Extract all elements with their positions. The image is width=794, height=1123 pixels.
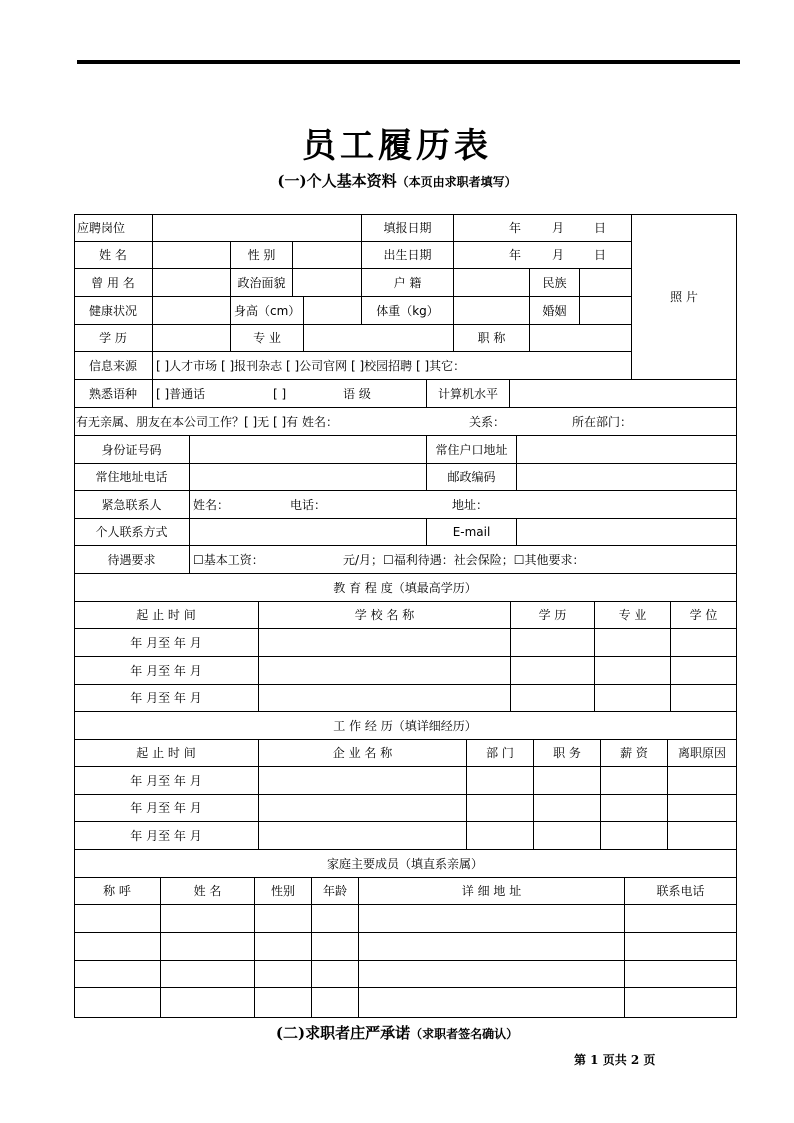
input-email[interactable]	[517, 519, 737, 546]
emergency-phone: 电话：	[290, 497, 327, 512]
edu-row-3-major[interactable]	[595, 685, 671, 712]
edu-row-1-period[interactable]: 年 月至 年 月	[74, 629, 259, 657]
input-height[interactable]	[304, 297, 362, 325]
edu-col-degree-level: 学 历	[511, 602, 595, 629]
label-birth-date: 出生日期	[362, 242, 454, 269]
family-row-1-relation[interactable]	[74, 905, 161, 933]
family-row-3-age[interactable]	[312, 961, 359, 988]
family-row-4-age[interactable]	[312, 988, 359, 1018]
input-hukou-address[interactable]	[517, 436, 737, 464]
label-hukou-address: 常住户口地址	[427, 436, 517, 464]
work-row-3-department[interactable]	[467, 822, 534, 850]
label-education: 学 历	[74, 325, 153, 352]
work-row-2-position[interactable]	[534, 795, 601, 822]
input-gender[interactable]	[293, 242, 362, 269]
education-heading: 教 育 程 度（填最高学历）	[74, 574, 737, 602]
label-language: 熟悉语种	[74, 380, 153, 408]
language-level: 语 级	[343, 386, 371, 401]
input-id-number[interactable]	[190, 436, 427, 464]
label-postcode: 邮政编码	[427, 464, 517, 491]
emergency-name: 姓名：	[193, 497, 230, 512]
family-col-address: 详 细 地 址	[359, 878, 625, 905]
work-col-period: 起 止 时 间	[74, 740, 259, 767]
family-row-1-age[interactable]	[312, 905, 359, 933]
family-col-relation: 称 呼	[74, 878, 161, 905]
family-row-3-gender[interactable]	[255, 961, 312, 988]
family-row-4-phone[interactable]	[625, 988, 737, 1018]
photo-box[interactable]: 照 片	[632, 214, 737, 380]
label-political: 政治面貌	[231, 269, 293, 297]
label-marriage: 婚姻	[530, 297, 580, 325]
section-1-heading	[0, 170, 794, 191]
label-ethnicity: 民族	[530, 269, 580, 297]
salary-base[interactable]: ☐基本工资：	[193, 552, 264, 567]
birth-date-day: 日	[594, 248, 607, 262]
salary-month-benefits[interactable]: 元/月；☐福利待遇：社会保险；☐其他要求：	[343, 552, 585, 567]
input-marriage[interactable]	[580, 297, 632, 325]
work-row-1-reason[interactable]	[668, 767, 737, 795]
emergency-contact-row[interactable]	[190, 491, 737, 519]
label-email: E-mail	[427, 519, 517, 546]
work-row-3-reason[interactable]	[668, 822, 737, 850]
edu-row-3-period[interactable]: 年 月至 年 月	[74, 685, 259, 712]
relatives-question: 有无亲属、朋友在本公司工作？[ ]无 [ ]有 姓名：	[76, 414, 338, 429]
section-2-heading	[0, 1022, 794, 1043]
family-row-2-address[interactable]	[359, 933, 625, 961]
section-2-title: (二)求职者庄严承诺	[275, 1024, 411, 1042]
edu-col-major: 专 业	[595, 602, 671, 629]
family-col-name: 姓 名	[161, 878, 255, 905]
input-title-rank[interactable]	[530, 325, 632, 352]
label-computer-level: 计算机水平	[427, 380, 510, 408]
section-2-note: （求职者签名确认）	[410, 1027, 519, 1041]
language-mandarin[interactable]: [ ]普通话	[156, 386, 206, 401]
family-row-2-age[interactable]	[312, 933, 359, 961]
label-salary: 待遇要求	[74, 546, 190, 574]
input-hukou[interactable]	[454, 269, 530, 297]
input-political[interactable]	[293, 269, 362, 297]
section-1-title: (一)个人基本资料	[277, 172, 397, 190]
work-row-2-company[interactable]	[259, 795, 467, 822]
edu-row-1-degree[interactable]	[671, 629, 737, 657]
relatives-row[interactable]	[74, 408, 737, 436]
work-col-reason: 离职原因	[668, 740, 737, 767]
edu-row-2-period[interactable]: 年 月至 年 月	[74, 657, 259, 685]
input-former-name[interactable]	[153, 269, 231, 297]
family-heading: 家庭主要成员（填直系亲属）	[74, 850, 737, 878]
label-id-number: 身份证号码	[74, 436, 190, 464]
info-source-options[interactable]: [ ]人才市场 [ ]报刊杂志 [ ]公司官网 [ ]校园招聘 [ ]其它：	[153, 352, 632, 380]
work-col-company: 企 业 名 称	[259, 740, 467, 767]
birth-date-month: 月	[552, 248, 565, 262]
work-row-3-company[interactable]	[259, 822, 467, 850]
emergency-address: 地址：	[452, 497, 489, 512]
work-row-2-department[interactable]	[467, 795, 534, 822]
resume-form-table	[74, 214, 737, 1018]
family-col-phone: 联系电话	[625, 878, 737, 905]
language-options[interactable]	[153, 380, 427, 408]
label-home-phone: 常住地址电话	[74, 464, 190, 491]
relatives-department: 所在部门：	[572, 414, 633, 429]
edu-col-school: 学 校 名 称	[259, 602, 511, 629]
label-info-source: 信息来源	[74, 352, 153, 380]
birth-date-year: 年	[509, 248, 522, 262]
work-row-1-salary[interactable]	[601, 767, 668, 795]
family-row-1-phone[interactable]	[625, 905, 737, 933]
relatives-relation: 关系：	[469, 414, 506, 429]
work-col-position: 职 务	[534, 740, 601, 767]
family-row-1-name[interactable]	[161, 905, 255, 933]
label-hukou: 户 籍	[362, 269, 454, 297]
input-birth-date[interactable]	[454, 242, 632, 269]
input-major[interactable]	[304, 325, 454, 352]
work-row-1-company[interactable]	[259, 767, 467, 795]
family-row-1-gender[interactable]	[255, 905, 312, 933]
fill-date-year: 年	[509, 220, 522, 235]
work-row-1-department[interactable]	[467, 767, 534, 795]
label-height: 身高（cm）	[231, 297, 304, 325]
work-row-2-salary[interactable]	[601, 795, 668, 822]
input-fill-date[interactable]	[454, 214, 632, 242]
salary-options[interactable]	[190, 546, 737, 574]
family-row-4-gender[interactable]	[255, 988, 312, 1018]
family-row-4-relation[interactable]	[74, 988, 161, 1018]
family-row-2-phone[interactable]	[625, 933, 737, 961]
work-row-3-salary[interactable]	[601, 822, 668, 850]
family-row-2-name[interactable]	[161, 933, 255, 961]
edu-row-1-level[interactable]	[511, 629, 595, 657]
family-row-1-address[interactable]	[359, 905, 625, 933]
edu-row-3-level[interactable]	[511, 685, 595, 712]
input-health[interactable]	[153, 297, 231, 325]
edu-row-2-degree[interactable]	[671, 657, 737, 685]
label-personal-contact: 个人联系方式	[74, 519, 190, 546]
work-row-2-reason[interactable]	[668, 795, 737, 822]
family-col-gender: 性别	[255, 878, 312, 905]
work-row-3-position[interactable]	[534, 822, 601, 850]
edu-row-3-school[interactable]	[259, 685, 511, 712]
work-col-department: 部 门	[467, 740, 534, 767]
input-weight[interactable]	[454, 297, 530, 325]
edu-col-period: 起 止 时 间	[74, 602, 259, 629]
document-title: 员工履历表	[302, 126, 492, 166]
input-education[interactable]	[153, 325, 231, 352]
label-major: 专 业	[231, 325, 304, 352]
input-personal-contact[interactable]	[190, 519, 427, 546]
label-emergency-contact: 紧急联系人	[74, 491, 190, 519]
family-row-3-phone[interactable]	[625, 961, 737, 988]
page-number: 第 1 页共 2 页	[574, 1053, 656, 1067]
input-ethnicity[interactable]	[580, 269, 632, 297]
edu-row-1-major[interactable]	[595, 629, 671, 657]
label-weight: 体重（kg）	[362, 297, 454, 325]
input-postcode[interactable]	[517, 464, 737, 491]
edu-row-2-major[interactable]	[595, 657, 671, 685]
family-row-2-gender[interactable]	[255, 933, 312, 961]
fill-date-month: 月	[552, 220, 565, 235]
family-row-4-address[interactable]	[359, 988, 625, 1018]
label-former-name: 曾 用 名	[74, 269, 153, 297]
input-computer-level[interactable]	[510, 380, 737, 408]
edu-row-2-school[interactable]	[259, 657, 511, 685]
edu-row-3-degree[interactable]	[671, 685, 737, 712]
edu-col-degree: 学 位	[671, 602, 737, 629]
label-fill-date: 填报日期	[362, 214, 454, 242]
family-row-4-name[interactable]	[161, 988, 255, 1018]
label-name: 姓 名	[74, 242, 153, 269]
label-apply-position: 应聘岗位	[74, 214, 153, 242]
family-col-age: 年龄	[312, 878, 359, 905]
label-gender: 性 别	[231, 242, 293, 269]
language-other[interactable]: [ ]	[273, 386, 287, 401]
work-row-3-period[interactable]: 年 月至 年 月	[74, 822, 259, 850]
work-col-salary: 薪 资	[601, 740, 668, 767]
top-rule	[77, 60, 740, 64]
section-1-note: （本页由求职者填写）	[396, 175, 517, 189]
work-row-1-period[interactable]: 年 月至 年 月	[74, 767, 259, 795]
label-health: 健康状况	[74, 297, 153, 325]
edu-row-2-level[interactable]	[511, 657, 595, 685]
input-home-phone[interactable]	[190, 464, 427, 491]
work-row-2-period[interactable]: 年 月至 年 月	[74, 795, 259, 822]
input-name[interactable]	[153, 242, 231, 269]
edu-row-1-school[interactable]	[259, 629, 511, 657]
fill-date-day: 日	[594, 220, 607, 235]
input-apply-position[interactable]	[153, 214, 362, 242]
family-row-3-address[interactable]	[359, 961, 625, 988]
family-row-2-relation[interactable]	[74, 933, 161, 961]
family-row-3-relation[interactable]	[74, 961, 161, 988]
work-heading: 工 作 经 历（填详细经历）	[74, 712, 737, 740]
work-row-1-position[interactable]	[534, 767, 601, 795]
label-title-rank: 职 称	[454, 325, 530, 352]
family-row-3-name[interactable]	[161, 961, 255, 988]
